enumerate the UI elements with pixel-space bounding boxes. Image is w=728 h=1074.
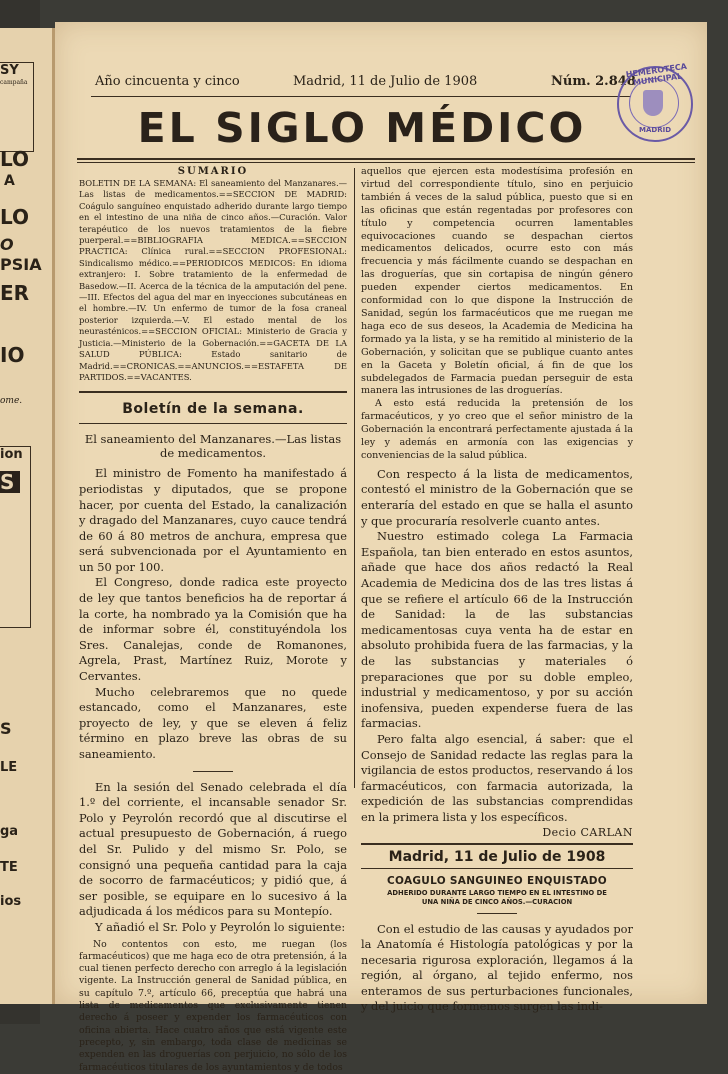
prev-fragment: LE — [0, 760, 18, 775]
right-column — [361, 166, 633, 1015]
article-subtitle: ADHERIDO DURANTE LARGO TIEMPO EN EL INTESTINO DE UNA NIÑA DE CINCO AÑOS.—CURACION — [387, 888, 607, 906]
newspaper-page — [55, 22, 707, 1073]
prev-fragment: A — [4, 173, 15, 189]
paragraph: El ministro de Fomento ha manifestado á periodistas y diputados, que se propone hacer, por cuenta del Estado, la canalización y dragado del Manzanares, cuyo cauce tendrá de 60 á 80 metros de anchura, empresa que será subvencionada por el Ayuntamiento en un 50 por 100. — [79, 466, 347, 574]
stamp-top-text: HEMEROTECA MUNICIPAL — [625, 61, 688, 88]
prev-fragment: IO — [0, 343, 25, 367]
paragraph: Pero falta algo esencial, á saber: que el Consejo de Sanidad redacte las reglas para la vigilancia de estos productos, reservando á los farmacéuticos, con farmacia autorizada, la expedición de las substancias comprendidas en la primera lista y los específicos. — [361, 731, 633, 824]
prev-fragment: LO — [0, 205, 30, 229]
section-rule — [361, 868, 633, 869]
masthead-rule — [77, 158, 695, 160]
paragraph: Y añadió el Sr. Polo y Peyrolón lo siguiente: — [95, 919, 346, 934]
shield-icon — [643, 90, 663, 116]
library-stamp — [617, 61, 693, 142]
prev-fragment: ga — [0, 824, 19, 839]
quote-paragraph: A esto está reducida la pretensión de los farmacéuticos, y yo creo que el señor ministro de la Gobernación la encontrará perfectamente ajustada á la ley y además en armonía con las exigencias y conveniencias de la salud pública. — [361, 398, 633, 461]
prev-fragment: ER — [0, 281, 30, 305]
paragraph: Con respecto á la lista de medicamentos, contestó el ministro de la Gobernación que se enteraría del estado en que se halla el asunto y que procuraría resolverle cuanto antes. — [361, 466, 633, 528]
stamp-bottom-text: MADRID — [639, 126, 671, 134]
date-heading: Madrid, 11 de Julio de 1908 — [388, 848, 606, 865]
prev-fragment: SY — [0, 63, 19, 78]
sumario-title: SUMARIO — [177, 166, 249, 177]
prev-fragment: PSIA — [0, 255, 42, 274]
prev-fragment: LO — [0, 147, 30, 171]
divider — [193, 771, 233, 772]
divider — [477, 913, 517, 914]
header-row — [95, 74, 675, 94]
date-label: Madrid, 11 de Julio de 1908 — [293, 74, 478, 89]
left-column — [79, 166, 347, 1074]
masthead-rule-thin — [77, 162, 695, 163]
issue-number: Núm. 2.848 — [551, 74, 636, 89]
prev-fragment: TE — [0, 860, 18, 875]
paragraph: En la sesión del Senado celebrada el día 1.º del corriente, el incansable senador Sr. Polo y Peyrolón recordó que al discutirse el actual presupuesto de Gobernación, á ruego del Sr. Pulido y del mismo Sr. Polo, se consignó una pequeña cantidad para la caja de socorro de farmacéuticos; y pidió que, á ser posible, se equipare en lo sucesivo á la adjudicada á los médicos para su Montepío. — [79, 779, 347, 919]
previous-page-fragment — [0, 28, 55, 1004]
paragraph: Mucho celebraremos que no quede estancado, como el Manzanares, este proyecto de ley, y que se eleven á feliz término en plazo breve las obras de su saneamiento. — [79, 684, 347, 761]
header-rule — [91, 96, 631, 97]
section-rule — [79, 391, 347, 393]
masthead-title: EL SIGLO MÉDICO — [137, 104, 587, 152]
prev-ad-box — [0, 446, 31, 628]
prev-fragment: ome. — [0, 396, 23, 406]
prev-fragment: O — [0, 235, 14, 254]
paragraph: Nuestro estimado colega La Farmacia Española, tan bien enterado en estos asuntos, añade que hace dos años redactó la Real Academia de Medicina dos de las tres listas á que se refiere el artículo 66 de la Instrucción de Sanidad: la de las substancias medicamentosas cuya venta ha de estar en absoluto prohibida fuera de las farmacias, y la de las substancias y materiales ó preparaciones que por su doble empleo, industrial y medicamentoso, y por su acción inofensiva, pueden expenderse fuera de las farmacias. — [361, 529, 633, 731]
prev-fragment: ion — [0, 447, 23, 462]
boletin-subheading: El saneamiento del Manzanares.—Las listas de medicamentos. — [84, 432, 342, 461]
section-rule — [361, 843, 633, 845]
prev-ad-box — [0, 62, 34, 152]
quote-paragraph: No contentos con esto, me ruegan (los farmacéuticos) que me haga eco de otra pretensión, á la cual tienen perfecto derecho con arreglo á la legislación vigente. La Instrucción general de Sanidad pública, en su capítulo 7.º, artículo 66, preceptúa que habrá una lista de medicamentos que exclusivamente tienen derecho á poseer y expender los farmacéuticos con oficina abierta. Hace cuatro años que está vigente este precepto, y, sin embargo, toda clase de medicinas se expenden en las droguerías con perjuicio, no sólo de los farmacéuticos titulares de los ayuntamientos y de todos — [79, 938, 347, 1073]
prev-fragment: campaña — [0, 79, 28, 86]
section-rule — [79, 423, 347, 424]
column-divider — [354, 168, 355, 788]
prev-fragment: ios — [0, 894, 22, 909]
article-title: COAGULO SANGUINEO ENQUISTADO — [387, 874, 607, 887]
paragraph: El Congreso, donde radica este proyecto de ley que tantos beneficios ha de reportar á la corte, ha nombrado ya la Comisión que ha de informar sobre él, constituyéndola los Sres. Canalejas, conde de Romanones, Agrela, Prast, Martínez Ruiz, Morote y Cervantes. — [79, 575, 347, 684]
boletin-heading: Boletín de la semana. — [122, 401, 304, 418]
year-label: Año cincuenta y cinco — [95, 74, 240, 89]
paragraph: Con el estudio de las causas y ayudados por la Anatomía é Histología patológicas y por la necesaria rigurosa exploración, llegamos á la región, al órgano, al tejido enfermo, nos enteramos de sus perturbaciones funcionales, y del juicio que formemos surgen las indi- — [361, 921, 633, 1014]
sumario-text: BOLETIN DE LA SEMANA: El saneamiento del Manzanares.— Las listas de medicamentos.==SECCION DE MADRID: Coágulo sanguíneo enquistado adherido durante largo tiempo en el intestino de una niña de cinco años.—Curación. Valor terapéutico de los nuevos tratamientos de la fiebre puerperal.==BIBLIOGRAFIA MEDICA.==SECCION PRACTICA: Clínica rural.==SECCION PROFESIONAL: Sindicalismo médico.==PERIODICOS MEDICOS: En idioma extranjero: I. Sobre tratamiento de la enfermedad de Basedow.—II. Acerca de la técnica de la amputación del pene.—III. Efectos del agua del mar en inyecciones subcutáneas en el hombre.—IV. Un enfermo de tumor de la fosa craneal posterior izquierda.—V. El estado mental de los neurasténicos.==SECCION OFICIAL: Ministerio de Gracia y Justicia.—Ministerio de la Gobernación.==GACETA DE LA SALUD PÚBLICA: Estado sanitario de Madrid.==CRONICAS.==ANUNCIOS.==ESTAFETA DE PARTIDOS.==VACANTES. — [79, 178, 347, 382]
signature: Decio CARLAN — [542, 825, 633, 839]
prev-fragment: S — [0, 719, 12, 738]
prev-fragment: S — [0, 471, 20, 493]
quote-paragraph: aquellos que ejercen esta modestísima profesión en virtud del correspondiente título, sino en perjuicio también á veces de la salud pública, puesto que si en las oficinas que están regentadas por profesores con título y competencia ocurren lamentables equivocaciones cuando se despachan ciertos medicamentos delicados, ocurre esto con más frecuencia y más fácilmente cuando se despachan en las droguerías, que sin cortapisa de ningún género pueden expender ciertos medicamentos. En conformidad con lo que dispone la Instrucción de Sanidad, según los farmacéuticos que me ruegan me haga eco de sus deseos, la Academia de Medicina ha formado ya la lista, y se ha remitido al ministerio de la Gobernación, y solicitan que se publique cuanto antes en la Gaceta y Boletín oficial, á fin de que los subdelegados de Farmacia puedan perseguir de esta manera las intrusiones de las droguerías. — [361, 166, 633, 397]
